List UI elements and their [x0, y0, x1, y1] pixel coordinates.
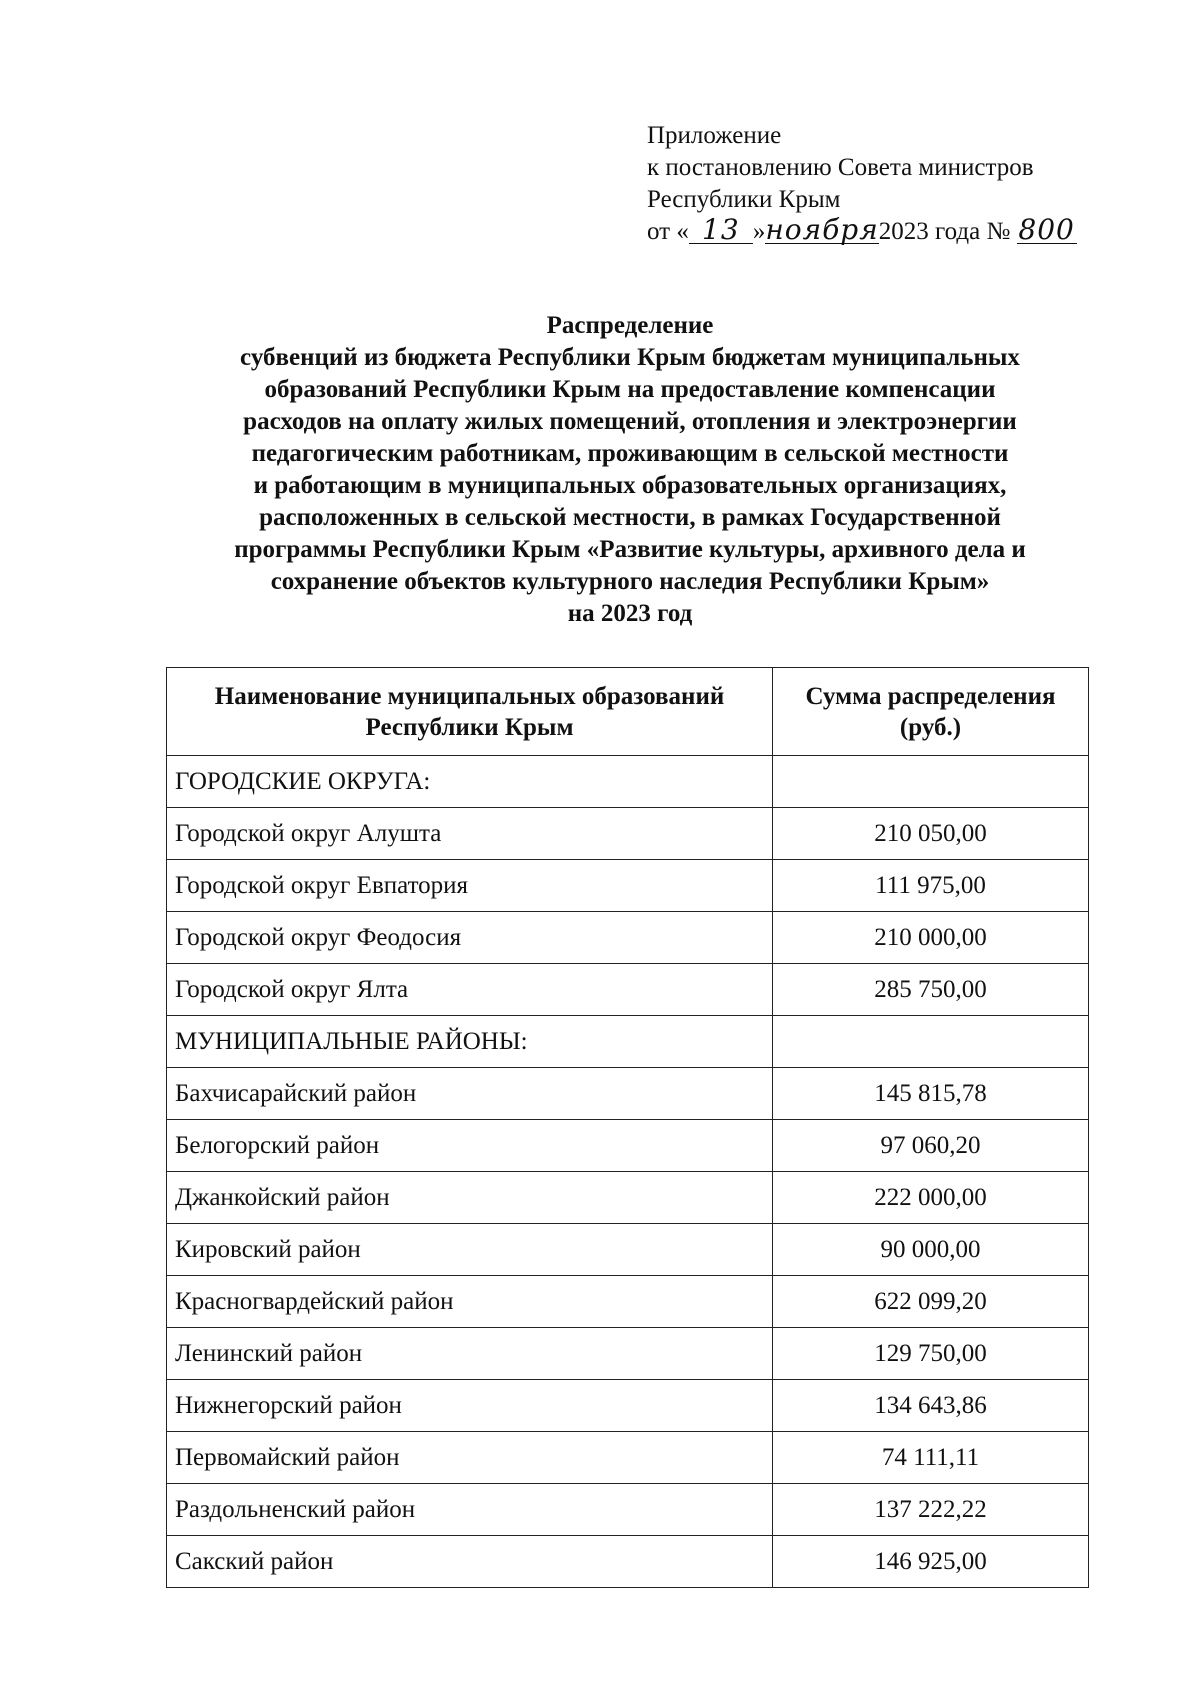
title-line: расходов на оплату жилых помещений, отопления и электроэнергии — [243, 408, 1017, 435]
title-line: субвенций из бюджета Республики Крым бюджетам муниципальных — [240, 344, 1020, 371]
appendix-label: Приложение — [647, 122, 782, 149]
table-row — [167, 1380, 1089, 1432]
table-row — [167, 860, 1089, 912]
row-name: МУНИЦИПАЛЬНЫЕ РАЙОНЫ: — [167, 1016, 773, 1068]
row-amount: 74 111,11 — [773, 1432, 1089, 1484]
row-amount: 146 925,00 — [773, 1536, 1089, 1588]
date-month-handwritten: ноября — [765, 213, 879, 246]
row-name: Городской округ Ялта — [167, 964, 773, 1016]
row-amount: 134 643,86 — [773, 1380, 1089, 1432]
appendix-date-line — [647, 213, 1147, 248]
title-line: педагогическим работникам, проживающим в сельской местности — [251, 440, 1009, 467]
row-amount: 90 000,00 — [773, 1224, 1089, 1276]
row-name: Первомайский район — [167, 1432, 773, 1484]
title-line: образований Республики Крым на предоставление компенсации — [264, 376, 996, 403]
title-heading: Распределение — [546, 312, 714, 339]
section-row — [167, 756, 1089, 808]
row-amount: 210 000,00 — [773, 912, 1089, 964]
table-row — [167, 1172, 1089, 1224]
row-name: Городской округ Евпатория — [167, 860, 773, 912]
row-amount: 145 815,78 — [773, 1068, 1089, 1120]
table-row — [167, 1536, 1089, 1588]
row-name: Джанкойский район — [167, 1172, 773, 1224]
title-line: и работающим в муниципальных образовательных организациях, — [253, 472, 1007, 499]
row-amount: 210 050,00 — [773, 808, 1089, 860]
header-amount — [773, 668, 1089, 756]
row-amount: 97 060,20 — [773, 1120, 1089, 1172]
row-amount: 285 750,00 — [773, 964, 1089, 1016]
row-name: Ленинский район — [167, 1328, 773, 1380]
table-row — [167, 964, 1089, 1016]
row-name: Раздольненский район — [167, 1484, 773, 1536]
document-title — [160, 310, 1100, 630]
row-amount: 622 099,20 — [773, 1276, 1089, 1328]
row-name: Бахчисарайский район — [167, 1068, 773, 1120]
table-row — [167, 1328, 1089, 1380]
header-municipality — [167, 668, 773, 756]
appendix-republic-line: Республики Крым — [647, 186, 841, 213]
header-municipality-line2: Республики Крым — [365, 713, 574, 741]
date-quote-close: » — [752, 218, 766, 245]
date-day-handwritten: 13 — [689, 217, 753, 244]
row-name: ГОРОДСКИЕ ОКРУГА: — [167, 756, 773, 808]
row-name: Красногвардейский район — [167, 1276, 773, 1328]
date-year: 2023 года № — [878, 218, 1011, 245]
section-row — [167, 1016, 1089, 1068]
title-line: программы Республики Крым «Развитие культуры, архивного дела и — [234, 536, 1026, 563]
appendix-block — [647, 120, 1147, 248]
header-amount-line2: (руб.) — [899, 713, 962, 741]
header-municipality-line1: Наименование муниципальных образований — [214, 682, 725, 710]
row-name: Нижнегорский район — [167, 1380, 773, 1432]
appendix-resolution-line: к постановлению Совета министров — [647, 154, 1034, 181]
title-line: расположенных в сельской местности, в рамках Государственной — [259, 504, 1001, 531]
table-row — [167, 1224, 1089, 1276]
row-name: Кировский район — [167, 1224, 773, 1276]
row-amount: 137 222,22 — [773, 1484, 1089, 1536]
row-amount — [773, 1016, 1089, 1068]
table-header-row — [167, 668, 1089, 756]
row-name: Сакский район — [167, 1536, 773, 1588]
table-row — [167, 1068, 1089, 1120]
title-line: на 2023 год — [567, 600, 693, 627]
table-row — [167, 1120, 1089, 1172]
header-amount-line1: Сумма распределения — [805, 682, 1056, 710]
title-line: сохранение объектов культурного наследия Республики Крым» — [270, 568, 990, 595]
row-amount: 222 000,00 — [773, 1172, 1089, 1224]
row-amount — [773, 756, 1089, 808]
table-row — [167, 1484, 1089, 1536]
row-amount: 111 975,00 — [773, 860, 1089, 912]
table-row — [167, 1432, 1089, 1484]
date-prefix: от « — [647, 218, 689, 245]
distribution-table — [166, 667, 1089, 1588]
row-name: Городской округ Алушта — [167, 808, 773, 860]
table-row — [167, 1276, 1089, 1328]
row-amount: 129 750,00 — [773, 1328, 1089, 1380]
row-name: Белогорский район — [167, 1120, 773, 1172]
table-row — [167, 808, 1089, 860]
row-name: Городской округ Феодосия — [167, 912, 773, 964]
table-row — [167, 912, 1089, 964]
doc-number-handwritten: 800 — [1018, 213, 1075, 246]
